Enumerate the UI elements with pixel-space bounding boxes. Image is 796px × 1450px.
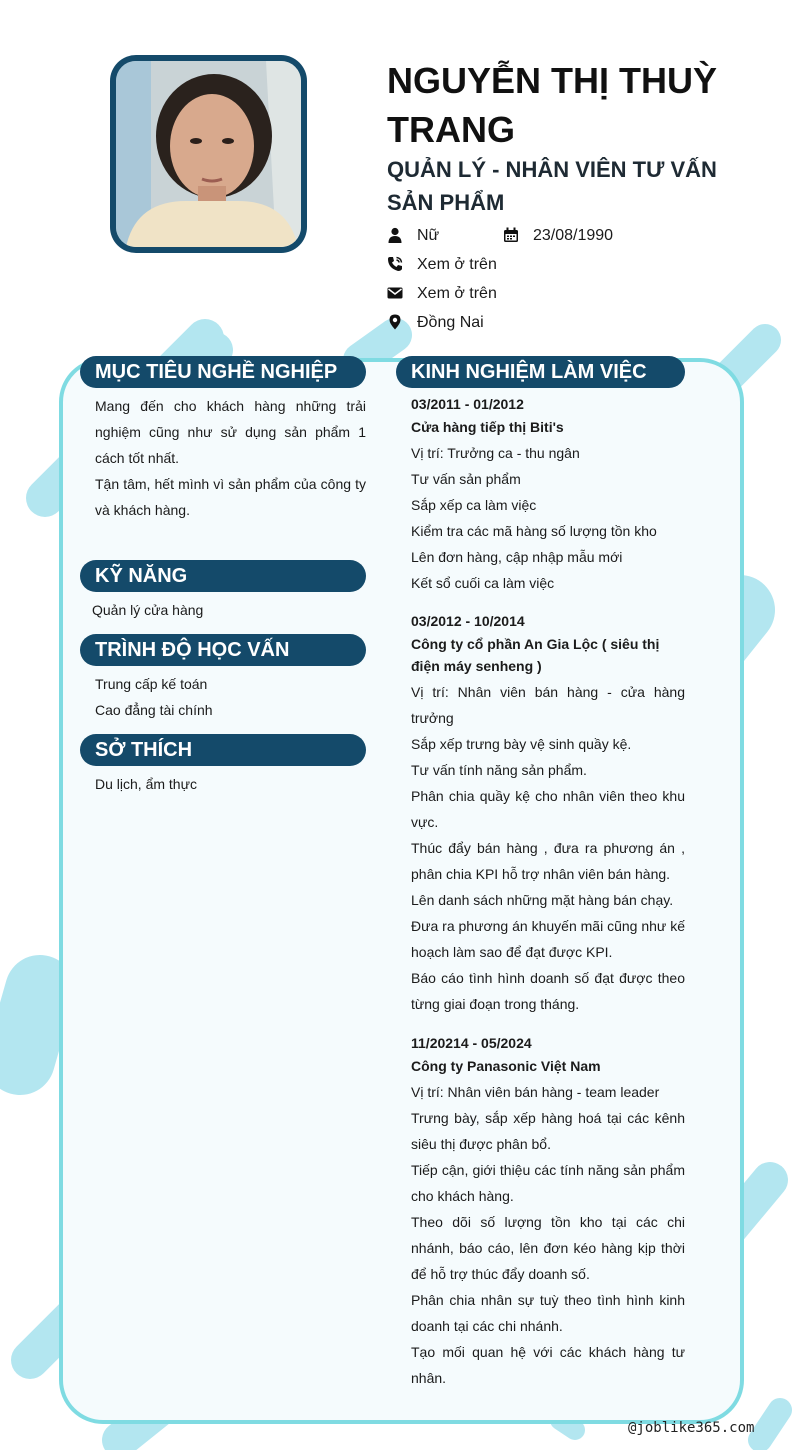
birthdate-info [503,226,643,246]
job-duty: Kết sổ cuối ca làm việc [411,575,555,591]
job-entry-3 [411,1031,685,1391]
job-duty: Phân chia nhân sự tuỳ theo tình hình kinh doanh tại các chi nhánh. [411,1292,685,1334]
experience-heading: KINH NGHIỆM LÀM VIỆC [396,356,685,388]
objective-line: Mang đến cho khách hàng những trải nghiệm cũng như sử dụng sản phẩm 1 cách tốt nhất. [95,398,366,466]
job-duty: Trưng bày, sắp xếp hàng hoá tại các kênh siêu thị được phân bổ. [411,1110,685,1152]
address-info [387,313,587,333]
profile-photo-frame [110,55,307,253]
job-duty: Vị trí: Trưởng ca - thu ngân [411,445,580,461]
user-icon [387,227,403,243]
job-company: Công ty Panasonic Việt Nam [411,1058,601,1074]
gender-info [387,226,497,246]
job-duty: Vị trí: Nhân viên bán hàng - cửa hàng trưởng [411,684,685,726]
job-duty: Lên đơn hàng, cập nhập mẫu mới [411,549,623,565]
objective-heading: MỤC TIÊU NGHỀ NGHIỆP [80,356,366,388]
job-title: QUẢN LÝ - NHÂN VIÊN TƯ VẤN SẢN PHẨM [387,157,717,215]
job-duty: Đưa ra phương án khuyến mãi cũng như kế hoạch làm sao để đạt được KPI. [411,918,685,960]
education-list [95,671,366,723]
hobbies-list [95,771,366,797]
gender-value: Nữ [417,227,440,244]
hobbies-heading: SỞ THÍCH [80,734,366,766]
job-period: 11/20214 - 05/2024 [411,1035,532,1051]
job-duty: Tư vấn sản phẩm [411,471,521,487]
job-duty: Sắp xếp ca làm việc [411,497,537,513]
job-entry-1 [411,392,685,596]
skills-heading: KỸ NĂNG [80,560,366,592]
job-duty: Lên danh sách những mặt hàng bán chạy. [411,892,674,908]
phone-value: Xem ở trên [417,256,497,273]
email-info [387,284,587,304]
job-company: Công ty cổ phần An Gia Lộc ( siêu thị điện máy senheng ) [411,636,660,674]
objective-text [95,393,366,523]
job-duty: Sắp xếp trưng bày vệ sinh quầy kệ. [411,736,632,752]
education-item: Cao đẳng tài chính [95,702,213,718]
phone-info [387,255,587,275]
skills-list [92,597,363,623]
address-value: Đồng Nai [417,314,484,331]
education-heading: TRÌNH ĐỘ HỌC VẤN [80,634,366,666]
skill-item: Quản lý cửa hàng [92,602,204,618]
watermark: @joblike365.com [628,1420,755,1436]
job-duty: Tiếp cận, giới thiệu các tính năng sản phẩm cho khách hàng. [411,1162,685,1204]
job-duty: Thúc đẩy bán hàng , đưa ra phương án , phân chia KPI hỗ trợ nhân viên bán hàng. [411,840,685,882]
email-value: Xem ở trên [417,285,497,302]
candidate-name: NGUYỄN THỊ THUỲ TRANG [387,60,718,150]
job-company: Cửa hàng tiếp thị Biti's [411,419,564,435]
phone-icon [387,256,403,272]
job-duty: Kiểm tra các mã hàng số lượng tồn kho [411,523,657,539]
job-duty: Theo dõi số lượng tồn kho tại các chi nhánh, báo cáo, lên đơn kéo hàng kịp thời để hỗ trợ thúc đẩy doanh số. [411,1214,685,1282]
objective-line: Tận tâm, hết mình vì sản phẩm của công ty và khách hàng. [95,476,366,518]
birthdate-value: 23/08/1990 [533,227,614,244]
job-duty: Báo cáo tình hình doanh số đạt được theo từng giai đoạn trong tháng. [411,970,685,1012]
job-duty: Tạo mối quan hệ với các khách hàng tư nhân. [411,1344,685,1386]
job-period: 03/2011 - 01/2012 [411,396,524,412]
hobby-item: Du lịch, ẩm thực [95,776,197,792]
job-period: 03/2012 - 10/2014 [411,613,525,629]
calendar-icon [503,227,519,243]
job-duty: Phân chia quầy kệ cho nhân viên theo khu vực. [411,788,685,830]
envelope-icon [387,285,403,301]
profile-photo [116,61,301,247]
job-duty: Vị trí: Nhân viên bán hàng - team leader [411,1084,660,1100]
job-duty: Tư vấn tính năng sản phẩm. [411,762,587,778]
job-entry-2 [411,609,685,1017]
education-item: Trung cấp kế toán [95,676,208,692]
map-pin-icon [387,314,403,330]
